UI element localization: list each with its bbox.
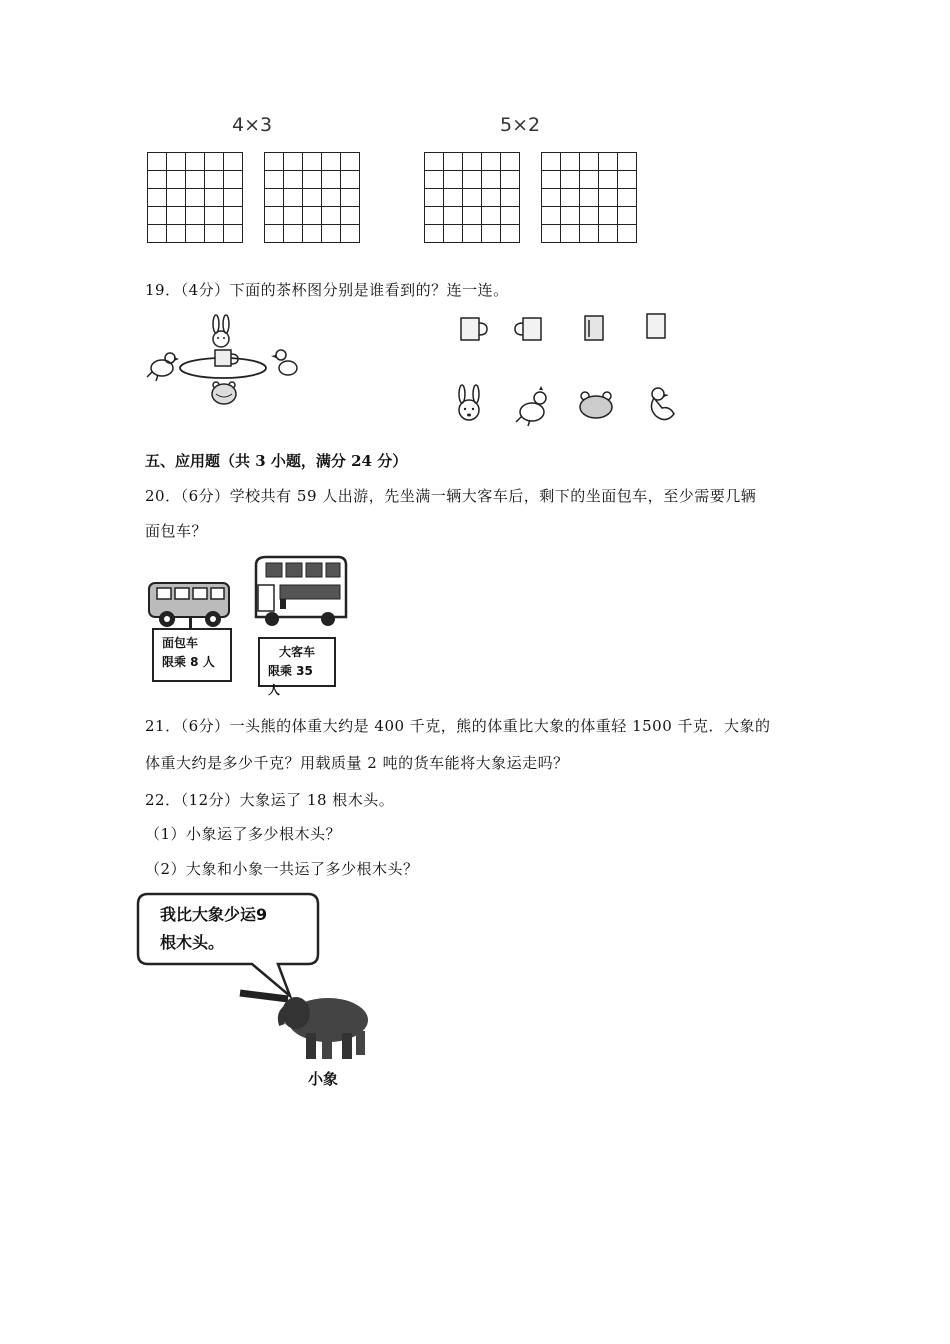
van-sign-title: 面包车 xyxy=(162,636,199,650)
question-22-part1: （1）小象运了多少根木头？ xyxy=(145,825,342,843)
van-sign xyxy=(152,628,232,682)
chicken-icon xyxy=(147,353,179,381)
bubble-text-line2: 根木头。 xyxy=(160,933,225,952)
question-20-line1: 20．（6分）学校共有 59 人出游，先坐满一辆大客车后，剩下的坐面包车，至少需要几辆 xyxy=(145,487,757,505)
question-22: 22．（12分）大象运了 18 根木头。 xyxy=(145,791,395,809)
cup-handle-back-icon xyxy=(585,316,603,340)
bus-illustration xyxy=(250,555,350,635)
bear-icon xyxy=(580,392,612,418)
bear-icon xyxy=(212,382,236,404)
cups-row xyxy=(455,310,675,350)
van-sign-post xyxy=(189,618,192,628)
bubble-text-line1: 我比大象少运9 xyxy=(160,905,268,924)
cup-handle-right-icon xyxy=(461,318,487,340)
rabbit-icon xyxy=(213,315,229,347)
rabbit-icon xyxy=(459,385,479,420)
duck-icon xyxy=(271,350,297,375)
question-22-part2: （2）大象和小象一共运了多少根木头？ xyxy=(145,860,419,878)
cup-handle-left-icon xyxy=(515,318,541,340)
expression-right: 5×2 xyxy=(500,114,541,136)
grid-5x2-a xyxy=(424,152,520,243)
duck-icon xyxy=(651,388,674,420)
bus-sign xyxy=(258,637,336,697)
animals-row xyxy=(452,382,682,430)
grid-4x3-b xyxy=(264,152,360,243)
cup-front-icon xyxy=(647,314,665,338)
question-21-line1: 21．（6分）一头熊的体重大约是 400 千克，熊的体重比大象的体重轻 1500 千克．大象的 xyxy=(145,717,771,735)
elephant-illustration xyxy=(238,985,378,1065)
elephant-label: 小象 xyxy=(308,1070,339,1088)
chicken-icon xyxy=(516,386,546,426)
section-title: 五、应用题（共 3 小题，满分 24 分） xyxy=(145,452,408,470)
question-21-line2: 体重大约是多少千克？用载质量 2 吨的货车能将大象运走吗？ xyxy=(145,754,569,772)
van-sign-capacity: 限乘 8 人 xyxy=(162,655,215,669)
grid-4x3-a xyxy=(147,152,243,243)
grid-5x2-b xyxy=(541,152,637,243)
bus-sign-capacity: 限乘 35 人 xyxy=(268,664,313,697)
question-19: 19．（4分）下面的茶杯图分别是谁看到的？连一连。 xyxy=(145,281,509,299)
question-20-line2: 面包车？ xyxy=(145,522,208,540)
expression-left: 4×3 xyxy=(232,114,273,136)
bus-sign-title: 大客车 xyxy=(278,645,315,659)
table-scene-illustration xyxy=(140,312,310,412)
